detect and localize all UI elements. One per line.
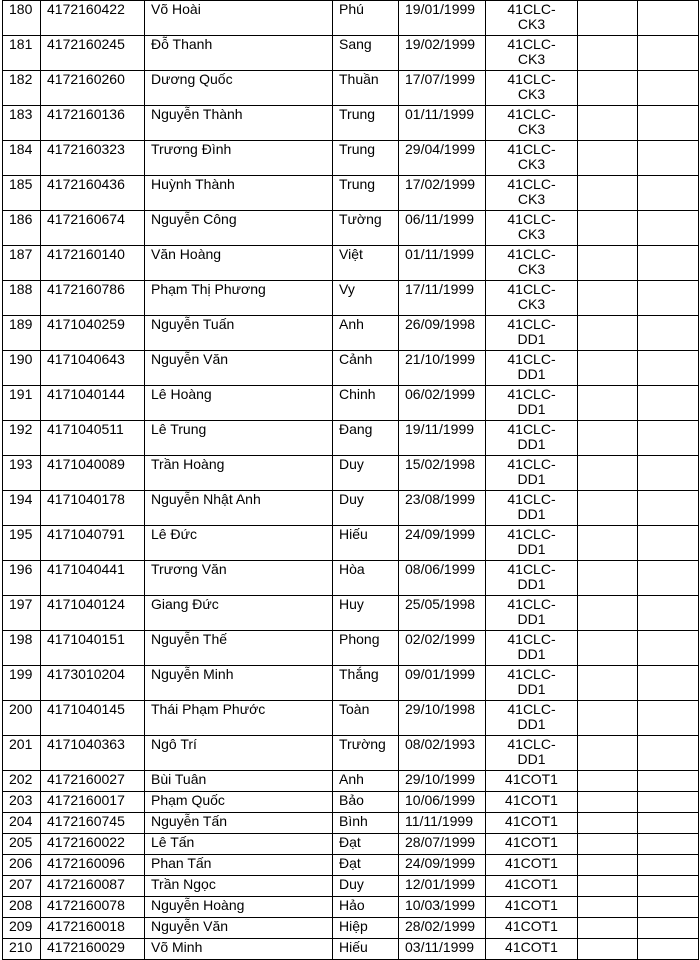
first-name-cell: Bảo [333, 792, 399, 813]
last-name-cell: Lê Trung [145, 421, 333, 456]
class-cell: 41CLC- CK3 [486, 211, 578, 246]
student-id-cell: 4172160027 [41, 771, 145, 792]
class-cell: 41CLC- DD1 [486, 736, 578, 771]
date-of-birth-cell: 17/02/1999 [399, 176, 486, 211]
empty-cell [638, 316, 699, 351]
empty-cell [578, 1, 638, 36]
date-of-birth-cell: 01/11/1999 [399, 246, 486, 281]
row-number-cell: 188 [3, 281, 41, 316]
empty-cell [578, 897, 638, 918]
first-name-cell: Duy [333, 456, 399, 491]
last-name-cell: Võ Hoài [145, 1, 333, 36]
student-id-cell: 4172160029 [41, 939, 145, 960]
row-number-cell: 186 [3, 211, 41, 246]
empty-cell [638, 771, 699, 792]
date-of-birth-cell: 10/03/1999 [399, 897, 486, 918]
class-cell: 41CLC- DD1 [486, 526, 578, 561]
table-row [3, 1, 699, 36]
empty-cell [638, 561, 699, 596]
row-number-cell: 210 [3, 939, 41, 960]
table-row [3, 141, 699, 176]
first-name-cell: Hiệp [333, 918, 399, 939]
empty-cell [578, 813, 638, 834]
table-row [3, 855, 699, 876]
first-name-cell: Đạt [333, 834, 399, 855]
last-name-cell: Lê Tấn [145, 834, 333, 855]
last-name-cell: Nguyễn Tuấn [145, 316, 333, 351]
last-name-cell: Trương Văn [145, 561, 333, 596]
table-row [3, 421, 699, 456]
row-number-cell: 204 [3, 813, 41, 834]
first-name-cell: Trung [333, 176, 399, 211]
class-cell: 41CLC- CK3 [486, 106, 578, 141]
empty-cell [638, 736, 699, 771]
table-row [3, 876, 699, 897]
date-of-birth-cell: 23/08/1999 [399, 491, 486, 526]
first-name-cell: Bình [333, 813, 399, 834]
empty-cell [638, 631, 699, 666]
empty-cell [638, 351, 699, 386]
student-id-cell: 4172160136 [41, 106, 145, 141]
date-of-birth-cell: 06/11/1999 [399, 211, 486, 246]
table-row [3, 176, 699, 211]
first-name-cell: Phong [333, 631, 399, 666]
first-name-cell: Trường [333, 736, 399, 771]
first-name-cell: Duy [333, 491, 399, 526]
student-id-cell: 4171040151 [41, 631, 145, 666]
first-name-cell: Anh [333, 771, 399, 792]
row-number-cell: 196 [3, 561, 41, 596]
date-of-birth-cell: 19/01/1999 [399, 1, 486, 36]
table-row [3, 561, 699, 596]
student-id-cell: 4173010204 [41, 666, 145, 701]
last-name-cell: Trần Ngọc [145, 876, 333, 897]
row-number-cell: 205 [3, 834, 41, 855]
class-cell: 41COT1 [486, 834, 578, 855]
row-number-cell: 185 [3, 176, 41, 211]
last-name-cell: Lê Hoàng [145, 386, 333, 421]
row-number-cell: 195 [3, 526, 41, 561]
row-number-cell: 198 [3, 631, 41, 666]
table-row [3, 897, 699, 918]
class-cell: 41COT1 [486, 771, 578, 792]
row-number-cell: 197 [3, 596, 41, 631]
class-cell: 41CLC- DD1 [486, 491, 578, 526]
table-row [3, 281, 699, 316]
last-name-cell: Nguyễn Văn [145, 918, 333, 939]
last-name-cell: Phan Tấn [145, 855, 333, 876]
empty-cell [638, 176, 699, 211]
date-of-birth-cell: 29/10/1999 [399, 771, 486, 792]
empty-cell [638, 596, 699, 631]
empty-cell [578, 918, 638, 939]
row-number-cell: 183 [3, 106, 41, 141]
student-id-cell: 4172160674 [41, 211, 145, 246]
row-number-cell: 182 [3, 71, 41, 106]
date-of-birth-cell: 10/06/1999 [399, 792, 486, 813]
empty-cell [638, 106, 699, 141]
row-number-cell: 190 [3, 351, 41, 386]
table-row [3, 939, 699, 960]
row-number-cell: 201 [3, 736, 41, 771]
row-number-cell: 209 [3, 918, 41, 939]
empty-cell [638, 71, 699, 106]
last-name-cell: Đỗ Thanh [145, 36, 333, 71]
empty-cell [578, 141, 638, 176]
empty-cell [578, 666, 638, 701]
student-id-cell: 4171040643 [41, 351, 145, 386]
last-name-cell: Ngô Trí [145, 736, 333, 771]
date-of-birth-cell: 11/11/1999 [399, 813, 486, 834]
row-number-cell: 191 [3, 386, 41, 421]
empty-cell [638, 141, 699, 176]
first-name-cell: Việt [333, 246, 399, 281]
date-of-birth-cell: 17/07/1999 [399, 71, 486, 106]
table-row [3, 666, 699, 701]
date-of-birth-cell: 25/05/1998 [399, 596, 486, 631]
date-of-birth-cell: 28/02/1999 [399, 918, 486, 939]
table-row [3, 246, 699, 281]
first-name-cell: Hiếu [333, 526, 399, 561]
empty-cell [638, 813, 699, 834]
table-row [3, 813, 699, 834]
row-number-cell: 194 [3, 491, 41, 526]
empty-cell [578, 491, 638, 526]
date-of-birth-cell: 03/11/1999 [399, 939, 486, 960]
empty-cell [578, 351, 638, 386]
first-name-cell: Cảnh [333, 351, 399, 386]
last-name-cell: Bùi Tuân [145, 771, 333, 792]
table-row [3, 596, 699, 631]
table-body [3, 1, 699, 960]
last-name-cell: Trần Hoàng [145, 456, 333, 491]
empty-cell [578, 561, 638, 596]
empty-cell [578, 421, 638, 456]
first-name-cell: Chinh [333, 386, 399, 421]
class-cell: 41CLC- CK3 [486, 1, 578, 36]
first-name-cell: Thuần [333, 71, 399, 106]
empty-cell [638, 666, 699, 701]
student-table [2, 0, 699, 960]
first-name-cell: Huy [333, 596, 399, 631]
first-name-cell: Duy [333, 876, 399, 897]
last-name-cell: Nguyễn Nhật Anh [145, 491, 333, 526]
class-cell: 41COT1 [486, 813, 578, 834]
table-row [3, 316, 699, 351]
last-name-cell: Thái Phạm Phước [145, 701, 333, 736]
date-of-birth-cell: 24/09/1999 [399, 855, 486, 876]
empty-cell [578, 855, 638, 876]
empty-cell [578, 596, 638, 631]
class-cell: 41CLC- DD1 [486, 666, 578, 701]
empty-cell [638, 456, 699, 491]
empty-cell [638, 281, 699, 316]
last-name-cell: Nguyễn Hoàng [145, 897, 333, 918]
date-of-birth-cell: 01/11/1999 [399, 106, 486, 141]
row-number-cell: 193 [3, 456, 41, 491]
first-name-cell: Toàn [333, 701, 399, 736]
date-of-birth-cell: 08/02/1993 [399, 736, 486, 771]
last-name-cell: Nguyễn Minh [145, 666, 333, 701]
empty-cell [578, 526, 638, 561]
date-of-birth-cell: 26/09/1998 [399, 316, 486, 351]
date-of-birth-cell: 06/02/1999 [399, 386, 486, 421]
last-name-cell: Nguyễn Văn [145, 351, 333, 386]
empty-cell [638, 876, 699, 897]
class-cell: 41CLC- DD1 [486, 386, 578, 421]
first-name-cell: Đang [333, 421, 399, 456]
empty-cell [638, 526, 699, 561]
empty-cell [578, 386, 638, 421]
table-row [3, 386, 699, 421]
last-name-cell: Phạm Thị Phương [145, 281, 333, 316]
student-id-cell: 4172160245 [41, 36, 145, 71]
first-name-cell: Vy [333, 281, 399, 316]
table-row [3, 211, 699, 246]
student-id-cell: 4171040363 [41, 736, 145, 771]
class-cell: 41CLC- CK3 [486, 141, 578, 176]
empty-cell [638, 421, 699, 456]
student-id-cell: 4172160018 [41, 918, 145, 939]
table-row [3, 771, 699, 792]
class-cell: 41CLC- DD1 [486, 351, 578, 386]
date-of-birth-cell: 24/09/1999 [399, 526, 486, 561]
first-name-cell: Hảo [333, 897, 399, 918]
student-id-cell: 4171040145 [41, 701, 145, 736]
class-cell: 41CLC- DD1 [486, 456, 578, 491]
table-row [3, 71, 699, 106]
date-of-birth-cell: 08/06/1999 [399, 561, 486, 596]
row-number-cell: 189 [3, 316, 41, 351]
first-name-cell: Tường [333, 211, 399, 246]
table-row [3, 106, 699, 141]
first-name-cell: Hiếu [333, 939, 399, 960]
first-name-cell: Hòa [333, 561, 399, 596]
table-row [3, 701, 699, 736]
last-name-cell: Huỳnh Thành [145, 176, 333, 211]
row-number-cell: 208 [3, 897, 41, 918]
date-of-birth-cell: 21/10/1999 [399, 351, 486, 386]
date-of-birth-cell: 17/11/1999 [399, 281, 486, 316]
last-name-cell: Võ Minh [145, 939, 333, 960]
class-cell: 41COT1 [486, 939, 578, 960]
student-id-cell: 4171040259 [41, 316, 145, 351]
class-cell: 41CLC- DD1 [486, 596, 578, 631]
empty-cell [638, 246, 699, 281]
student-id-cell: 4172160022 [41, 834, 145, 855]
row-number-cell: 181 [3, 36, 41, 71]
empty-cell [578, 176, 638, 211]
first-name-cell: Anh [333, 316, 399, 351]
row-number-cell: 199 [3, 666, 41, 701]
table-row [3, 456, 699, 491]
first-name-cell: Phú [333, 1, 399, 36]
empty-cell [638, 897, 699, 918]
class-cell: 41COT1 [486, 855, 578, 876]
student-id-cell: 4171040791 [41, 526, 145, 561]
date-of-birth-cell: 19/02/1999 [399, 36, 486, 71]
empty-cell [578, 834, 638, 855]
row-number-cell: 184 [3, 141, 41, 176]
class-cell: 41CLC- CK3 [486, 36, 578, 71]
date-of-birth-cell: 29/10/1998 [399, 701, 486, 736]
student-id-cell: 4171040144 [41, 386, 145, 421]
empty-cell [638, 792, 699, 813]
row-number-cell: 203 [3, 792, 41, 813]
class-cell: 41COT1 [486, 792, 578, 813]
class-cell: 41CLC- DD1 [486, 316, 578, 351]
row-number-cell: 192 [3, 421, 41, 456]
empty-cell [638, 834, 699, 855]
student-id-cell: 4171040089 [41, 456, 145, 491]
student-id-cell: 4171040124 [41, 596, 145, 631]
row-number-cell: 200 [3, 701, 41, 736]
row-number-cell: 207 [3, 876, 41, 897]
class-cell: 41CLC- DD1 [486, 701, 578, 736]
table-row [3, 834, 699, 855]
empty-cell [578, 246, 638, 281]
first-name-cell: Trung [333, 141, 399, 176]
last-name-cell: Văn Hoàng [145, 246, 333, 281]
empty-cell [578, 771, 638, 792]
first-name-cell: Trung [333, 106, 399, 141]
table-row [3, 631, 699, 666]
empty-cell [578, 876, 638, 897]
first-name-cell: Đạt [333, 855, 399, 876]
class-cell: 41CLC- DD1 [486, 631, 578, 666]
class-cell: 41COT1 [486, 876, 578, 897]
empty-cell [578, 456, 638, 491]
student-id-cell: 4172160786 [41, 281, 145, 316]
empty-cell [578, 736, 638, 771]
last-name-cell: Nguyễn Tấn [145, 813, 333, 834]
table-row [3, 351, 699, 386]
student-id-cell: 4171040511 [41, 421, 145, 456]
class-cell: 41CLC- DD1 [486, 421, 578, 456]
student-id-cell: 4172160096 [41, 855, 145, 876]
student-id-cell: 4171040178 [41, 491, 145, 526]
table-row [3, 792, 699, 813]
class-cell: 41CLC- CK3 [486, 71, 578, 106]
empty-cell [578, 701, 638, 736]
row-number-cell: 202 [3, 771, 41, 792]
student-id-cell: 4172160260 [41, 71, 145, 106]
last-name-cell: Dương Quốc [145, 71, 333, 106]
last-name-cell: Trương Đình [145, 141, 333, 176]
student-id-cell: 4172160323 [41, 141, 145, 176]
empty-cell [638, 211, 699, 246]
empty-cell [638, 939, 699, 960]
date-of-birth-cell: 28/07/1999 [399, 834, 486, 855]
row-number-cell: 180 [3, 1, 41, 36]
table-row [3, 491, 699, 526]
class-cell: 41CLC- CK3 [486, 176, 578, 211]
empty-cell [578, 281, 638, 316]
empty-cell [578, 106, 638, 141]
date-of-birth-cell: 12/01/1999 [399, 876, 486, 897]
empty-cell [638, 701, 699, 736]
empty-cell [638, 36, 699, 71]
table-row [3, 736, 699, 771]
empty-cell [638, 855, 699, 876]
date-of-birth-cell: 29/04/1999 [399, 141, 486, 176]
row-number-cell: 187 [3, 246, 41, 281]
date-of-birth-cell: 15/02/1998 [399, 456, 486, 491]
first-name-cell: Sang [333, 36, 399, 71]
first-name-cell: Thắng [333, 666, 399, 701]
date-of-birth-cell: 02/02/1999 [399, 631, 486, 666]
student-id-cell: 4172160140 [41, 246, 145, 281]
empty-cell [638, 1, 699, 36]
class-cell: 41COT1 [486, 918, 578, 939]
table-row [3, 36, 699, 71]
class-cell: 41COT1 [486, 897, 578, 918]
last-name-cell: Giang Đức [145, 596, 333, 631]
date-of-birth-cell: 09/01/1999 [399, 666, 486, 701]
student-id-cell: 4172160078 [41, 897, 145, 918]
date-of-birth-cell: 19/11/1999 [399, 421, 486, 456]
last-name-cell: Nguyễn Thành [145, 106, 333, 141]
last-name-cell: Phạm Quốc [145, 792, 333, 813]
empty-cell [578, 631, 638, 666]
student-id-cell: 4172160745 [41, 813, 145, 834]
last-name-cell: Lê Đức [145, 526, 333, 561]
student-id-cell: 4172160017 [41, 792, 145, 813]
empty-cell [578, 36, 638, 71]
student-id-cell: 4172160422 [41, 1, 145, 36]
empty-cell [578, 939, 638, 960]
last-name-cell: Nguyễn Thế [145, 631, 333, 666]
empty-cell [578, 71, 638, 106]
class-cell: 41CLC- DD1 [486, 561, 578, 596]
empty-cell [638, 491, 699, 526]
empty-cell [638, 918, 699, 939]
student-id-cell: 4172160087 [41, 876, 145, 897]
table-row [3, 918, 699, 939]
empty-cell [578, 211, 638, 246]
row-number-cell: 206 [3, 855, 41, 876]
empty-cell [638, 386, 699, 421]
empty-cell [578, 792, 638, 813]
student-id-cell: 4171040441 [41, 561, 145, 596]
class-cell: 41CLC- CK3 [486, 246, 578, 281]
last-name-cell: Nguyễn Công [145, 211, 333, 246]
table-row [3, 526, 699, 561]
student-id-cell: 4172160436 [41, 176, 145, 211]
class-cell: 41CLC- CK3 [486, 281, 578, 316]
empty-cell [578, 316, 638, 351]
